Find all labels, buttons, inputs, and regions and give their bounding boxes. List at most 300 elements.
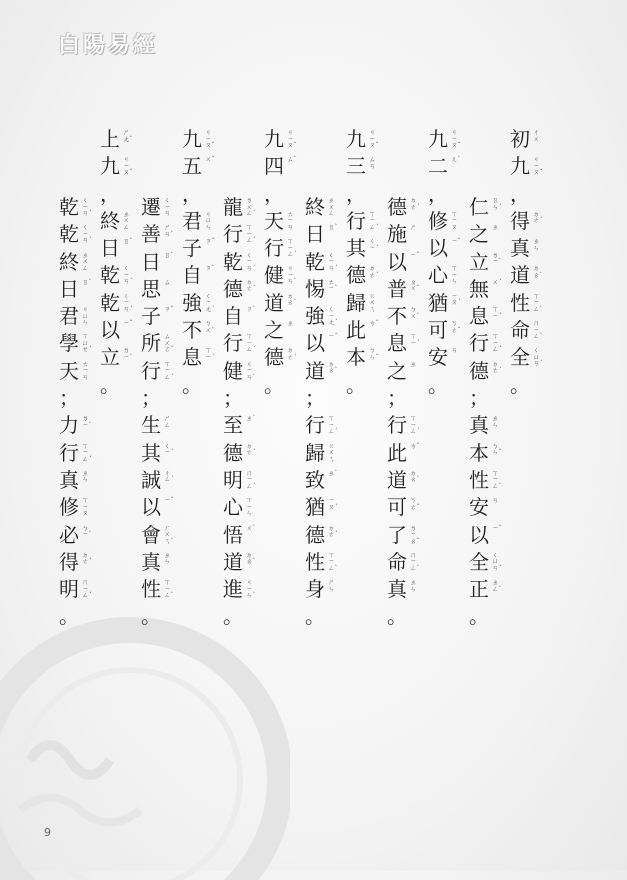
zhuyin-annotation: ㄓㄣ [410, 578, 417, 593]
zhuyin-annotation: ㄉㄜˊ [328, 523, 338, 539]
hanzi-character: 必 [59, 522, 79, 547]
zhuyin-annotation: ㄇㄧㄥˊ [246, 468, 256, 490]
character-cell [467, 522, 508, 549]
zhuyin-annotation: ㄉㄜˊ [410, 196, 420, 211]
hanzi-character: 九 [182, 127, 202, 151]
hanzi-character: 安 [469, 495, 489, 520]
character-cell [221, 249, 262, 276]
hanzi-character: ； [141, 386, 161, 411]
zhuyin-annotation: ㄑㄧㄢˊ [328, 250, 338, 272]
character-cell [344, 262, 385, 289]
zhuyin-annotation: ㄙ [164, 277, 171, 286]
character-cell [467, 603, 508, 630]
character-cell [344, 208, 385, 235]
hanzi-character: 猶 [305, 495, 325, 520]
character-cell [221, 358, 262, 385]
hanzi-character: 致 [305, 467, 325, 492]
character-cell [426, 126, 467, 153]
zhuyin-annotation: ㄧˇ [410, 250, 420, 259]
character-cell [139, 467, 180, 494]
zhuyin-annotation: ㄑㄧˊ [164, 441, 174, 457]
character-cell [221, 412, 262, 439]
hanzi-character: 德 [305, 522, 325, 547]
hanzi-character: 命 [510, 318, 530, 343]
hanzi-character: 行 [264, 236, 284, 261]
hanzi-character: 善 [141, 222, 161, 247]
zhuyin-annotation: ㄖˋ [164, 250, 174, 259]
character-cell [139, 194, 180, 221]
character-cell [467, 467, 508, 494]
character-cell [98, 317, 139, 344]
hanzi-character: 性 [141, 577, 161, 602]
hanzi-character: 子 [182, 236, 202, 261]
character-cell [57, 330, 98, 357]
hanzi-character: 道 [223, 549, 243, 574]
character-cell [98, 262, 139, 289]
zhuyin-annotation: ㄉㄜˊ [369, 264, 379, 279]
hanzi-character: 至 [223, 413, 243, 438]
hanzi-character: 本 [346, 345, 366, 370]
zhuyin-annotation: ㄧˇ [492, 523, 502, 532]
zhuyin-annotation: ㄨˋ [246, 523, 256, 532]
zhuyin-annotation: ㄌㄧˋ [82, 414, 92, 429]
hanzi-character: 乾 [223, 249, 243, 274]
hanzi-character: 全 [510, 345, 530, 370]
zhuyin-annotation: ㄕㄤˋ [123, 128, 133, 143]
hanzi-character: 可 [428, 318, 448, 343]
hanzi-character: 。 [223, 604, 243, 629]
character-cell [426, 344, 467, 371]
zhuyin-annotation: ㄗˇ [164, 305, 174, 314]
zhuyin-annotation: ㄒㄧㄥˊ [410, 414, 420, 436]
hanzi-character: 性 [305, 549, 325, 574]
zhuyin-annotation: ㄅㄣˇ [369, 346, 379, 361]
zhuyin-annotation: ㄑㄧㄢˊ [82, 223, 92, 245]
hanzi-character: 二 [428, 154, 448, 179]
zhuyin-annotation: ㄇㄧㄥˋ [410, 550, 420, 572]
zhuyin-annotation: ㄙㄢ [369, 155, 376, 170]
zhuyin-annotation: ㄅㄧˋ [82, 523, 92, 539]
character-cell [180, 235, 221, 262]
zhuyin-annotation: ㄎㄜˇ [451, 319, 461, 334]
character-cell [467, 221, 508, 248]
hanzi-character: 道 [510, 263, 530, 288]
character-cell [467, 549, 508, 576]
hanzi-character: 行 [387, 413, 407, 438]
hanzi-character: 歸 [305, 440, 325, 465]
character-cell [221, 194, 262, 221]
hanzi-character: 誠 [141, 467, 161, 492]
character-cell [262, 235, 303, 262]
character-cell [221, 522, 262, 549]
character-cell [221, 385, 262, 412]
zhuyin-annotation: ㄧㄡˊ [328, 496, 338, 511]
character-cell [57, 494, 98, 521]
zhuyin-annotation: ㄐㄧㄡˇ [533, 155, 543, 177]
hanzi-character: 道 [305, 358, 325, 383]
hanzi-character: 乾 [59, 222, 79, 247]
character-cell [262, 372, 303, 399]
hanzi-character: 之 [387, 358, 407, 383]
hanzi-character: 其 [141, 440, 161, 465]
character-cell [139, 494, 180, 521]
zhuyin-annotation: ㄓㄨㄥ [123, 209, 130, 231]
hanzi-character: ， [264, 181, 284, 206]
hanzi-character: 此 [387, 440, 407, 465]
hanzi-character: 健 [264, 263, 284, 288]
character-cell [57, 221, 98, 248]
hanzi-character: 惕 [305, 276, 325, 301]
character-cell [57, 522, 98, 549]
zhuyin-annotation: ㄒㄧㄥˊ [287, 237, 297, 259]
text-column [98, 126, 139, 631]
text-column [139, 126, 180, 631]
hanzi-character: 歸 [346, 290, 366, 315]
zhuyin-annotation: ㄓㄣ [164, 550, 171, 566]
character-cell [303, 494, 344, 521]
hanzi-character: 九 [510, 154, 530, 179]
character-cell [139, 303, 180, 330]
hanzi-character: 終 [305, 195, 325, 219]
character-cell [139, 412, 180, 439]
zhuyin-annotation: ㄅㄣˇ [492, 441, 502, 457]
character-cell [303, 603, 344, 630]
hanzi-character: 。 [182, 372, 202, 397]
hanzi-character: 可 [387, 495, 407, 520]
character-cell [221, 330, 262, 357]
hanzi-character: 立 [469, 249, 489, 274]
hanzi-character: 無 [469, 276, 489, 301]
zhuyin-annotation: ㄕㄥ [164, 414, 171, 429]
hanzi-character: 。 [428, 372, 448, 397]
character-cell [385, 522, 426, 549]
hanzi-character: 終 [100, 208, 120, 233]
character-cell [303, 221, 344, 248]
character-cell [139, 249, 180, 276]
character-cell [57, 276, 98, 303]
character-cell [303, 276, 344, 303]
hanzi-character: 明 [59, 577, 79, 602]
hanzi-character: 心 [428, 263, 448, 288]
hanzi-character: 不 [182, 318, 202, 343]
zhuyin-annotation: ㄑㄧˊ [369, 237, 379, 252]
zhuyin-annotation: ㄒㄧㄥˋ [492, 468, 502, 490]
character-cell [467, 358, 508, 385]
hanzi-character: 進 [223, 577, 243, 602]
character-cell [180, 181, 221, 208]
hanzi-character: ； [387, 386, 407, 411]
character-cell [98, 153, 139, 180]
hanzi-character: ， [182, 181, 202, 206]
hanzi-character: 道 [264, 290, 284, 315]
zhuyin-annotation: ㄓㄨㄥ [328, 196, 335, 217]
hanzi-character: 以 [100, 318, 120, 343]
hanzi-character: 全 [469, 549, 489, 574]
zhuyin-annotation: ㄉㄜˊ [492, 359, 502, 375]
hanzi-character: 修 [428, 208, 448, 233]
zhuyin-annotation: ㄕㄢˋ [164, 223, 174, 238]
hanzi-character: 五 [182, 154, 202, 179]
character-cell [426, 262, 467, 289]
character-cell [508, 208, 549, 235]
hanzi-character: 息 [387, 331, 407, 356]
character-cell [262, 344, 303, 371]
character-cell [180, 208, 221, 235]
zhuyin-annotation: ㄖㄣˊ [492, 196, 502, 211]
character-cell [426, 290, 467, 317]
character-cell [57, 303, 98, 330]
character-cell [139, 276, 180, 303]
character-cell [508, 153, 549, 180]
character-cell [98, 290, 139, 317]
character-cell [508, 262, 549, 289]
character-cell [262, 317, 303, 344]
page-number: 9 [44, 826, 51, 839]
character-cell [467, 576, 508, 603]
character-cell [180, 262, 221, 289]
hanzi-character: 乾 [59, 195, 79, 219]
character-cell [139, 221, 180, 248]
hanzi-character: 息 [469, 304, 489, 329]
character-cell [303, 385, 344, 412]
hanzi-character: 猶 [428, 290, 448, 315]
zhuyin-annotation: ㄦˋ [451, 155, 461, 164]
character-cell [385, 385, 426, 412]
character-cell [262, 126, 303, 153]
hanzi-character: 健 [223, 358, 243, 383]
character-cell [57, 576, 98, 603]
hanzi-character: 行 [223, 331, 243, 356]
character-cell [139, 385, 180, 412]
zhuyin-annotation: ㄒㄧˊ [492, 305, 502, 320]
hanzi-character: 日 [305, 222, 325, 247]
character-cell [385, 221, 426, 248]
hanzi-character: ； [59, 386, 79, 411]
character-cell [426, 317, 467, 344]
text-column [385, 126, 426, 631]
hanzi-character: 明 [223, 467, 243, 492]
character-cell [180, 372, 221, 399]
zhuyin-annotation: ㄖˋ [82, 277, 92, 286]
character-cell [262, 262, 303, 289]
hanzi-character: 以 [305, 331, 325, 356]
hanzi-character: 德 [469, 358, 489, 383]
hanzi-character: 了 [387, 522, 407, 547]
zhuyin-annotation: ㄒㄧㄣ [246, 496, 253, 518]
zhuyin-annotation: ㄢ [492, 496, 499, 505]
character-cell [508, 344, 549, 371]
zhuyin-annotation: ㄨˊ [492, 277, 502, 286]
character-cell [262, 153, 303, 180]
character-cell [344, 153, 385, 180]
zhuyin-annotation: ㄌㄨㄥˊ [246, 196, 256, 217]
character-cell [180, 126, 221, 153]
hanzi-character: 此 [346, 318, 366, 343]
zhuyin-annotation: ㄉㄠˋ [287, 291, 297, 307]
hanzi-character: 日 [141, 249, 161, 274]
hanzi-character: 上 [100, 127, 120, 151]
zhuyin-annotation: ㄓˋ [328, 468, 338, 477]
character-cell [344, 235, 385, 262]
hanzi-character: 乾 [100, 290, 120, 315]
character-cell [221, 221, 262, 248]
hanzi-character: ； [305, 386, 325, 411]
text-column [57, 126, 98, 631]
character-cell [426, 153, 467, 180]
zhuyin-annotation: ㄒㄧˊ [410, 332, 420, 347]
character-cell [303, 467, 344, 494]
character-cell [180, 290, 221, 317]
hanzi-character: 德 [346, 263, 366, 288]
zhuyin-annotation: ㄑㄧㄢ [164, 196, 171, 217]
character-cell [385, 194, 426, 221]
zhuyin-annotation: ㄑㄩㄢˊ [533, 346, 543, 368]
hanzi-character: 九 [100, 154, 120, 179]
zhuyin-annotation: ㄗˋ [205, 264, 215, 273]
hanzi-character: 日 [59, 276, 79, 301]
hanzi-character: 道 [387, 467, 407, 492]
character-cell [98, 208, 139, 235]
character-cell [508, 290, 549, 317]
character-cell [385, 603, 426, 630]
character-cell [426, 372, 467, 399]
character-cell [303, 358, 344, 385]
zhuyin-annotation: ㄐㄧㄡˇ [287, 128, 297, 149]
hanzi-character: 思 [141, 276, 161, 301]
hanzi-character: 會 [141, 522, 161, 547]
hanzi-character: 真 [510, 236, 530, 261]
hanzi-character: 行 [59, 440, 79, 465]
zhuyin-annotation: ㄍㄨㄟ [328, 441, 335, 463]
character-cell [467, 330, 508, 357]
character-cell [303, 303, 344, 330]
hanzi-character: 乾 [100, 263, 120, 288]
zhuyin-annotation: ㄒㄧㄥˊ [246, 332, 256, 354]
hanzi-character: 行 [346, 208, 366, 233]
character-cell [139, 603, 180, 630]
hanzi-character: 真 [387, 577, 407, 602]
character-cell [221, 549, 262, 576]
character-cell [344, 372, 385, 399]
zhuyin-annotation: ㄕㄣ [328, 578, 335, 593]
hanzi-character: 得 [59, 549, 79, 574]
hanzi-character: 得 [510, 208, 530, 233]
character-cell [221, 576, 262, 603]
zhuyin-annotation: ㄐㄧㄡˇ [205, 128, 215, 149]
zhuyin-annotation: ㄓ [410, 359, 417, 368]
character-cell [57, 412, 98, 439]
zhuyin-annotation: ㄎㄜˇ [410, 496, 420, 511]
text-column [344, 126, 385, 631]
zhuyin-annotation: ㄐㄧㄡˇ [123, 155, 133, 177]
zhuyin-annotation: ㄌㄧˋ [123, 346, 133, 361]
zhuyin-annotation: ㄆㄨˇ [410, 277, 420, 293]
zhuyin-annotation: ㄐㄩㄣ [82, 305, 89, 327]
zhuyin-annotation: ㄑㄩㄢˊ [492, 550, 502, 572]
zhuyin-annotation: ㄑㄧㄢˊ [246, 250, 256, 272]
character-cell [344, 126, 385, 153]
character-cell [303, 330, 344, 357]
character-cell [467, 494, 508, 521]
hanzi-character: 身 [305, 577, 325, 602]
zhuyin-annotation: ㄓㄣ [533, 237, 540, 252]
character-cell [426, 181, 467, 208]
zhuyin-annotation: ㄗˋ [246, 305, 256, 314]
zhuyin-annotation: ㄌㄧㄠˇ [410, 523, 420, 545]
zhuyin-annotation: ㄓ [287, 319, 294, 328]
character-cell [57, 440, 98, 467]
hanzi-character: ； [223, 386, 243, 411]
hanzi-character: 九 [346, 127, 366, 151]
hanzi-character: 生 [141, 413, 161, 438]
character-cell [426, 235, 467, 262]
zhuyin-annotation: ㄉㄠˋ [328, 359, 338, 375]
character-cell [385, 576, 426, 603]
hanzi-character: 四 [264, 154, 284, 179]
zhuyin-annotation: ㄔㄥˊ [164, 468, 174, 484]
zhuyin-annotation: ㄏㄨㄟˋ [164, 523, 174, 545]
zhuyin-annotation: ㄒㄧㄥˋ [164, 578, 174, 600]
hanzi-character: 九 [428, 127, 448, 151]
zhuyin-annotation: ㄉㄜˊ [82, 550, 92, 566]
hanzi-character: 性 [510, 290, 530, 315]
hanzi-character: 天 [59, 358, 79, 383]
character-cell [344, 181, 385, 208]
zhuyin-annotation: ㄇㄧㄥˋ [533, 319, 543, 341]
hanzi-character: 其 [346, 236, 366, 261]
character-cell [385, 412, 426, 439]
hanzi-character: 終 [59, 249, 79, 274]
zhuyin-annotation: ㄉㄠˋ [246, 550, 256, 566]
hanzi-character: 息 [182, 345, 202, 370]
hanzi-character: 德 [387, 195, 407, 219]
hanzi-character: 施 [387, 222, 407, 247]
hanzi-character: 所 [141, 331, 161, 356]
hanzi-character: 性 [469, 467, 489, 492]
character-cell [180, 317, 221, 344]
hanzi-character: ， [510, 181, 530, 206]
zhuyin-annotation: ㄉㄜˊ [246, 277, 256, 293]
character-cell [221, 276, 262, 303]
character-cell [303, 440, 344, 467]
hanzi-character: 力 [59, 413, 79, 438]
character-cell [303, 194, 344, 221]
hanzi-character: 真 [469, 413, 489, 438]
character-cell [467, 303, 508, 330]
character-cell [385, 276, 426, 303]
zhuyin-annotation: ㄒㄧㄥˊ [492, 332, 502, 354]
zhuyin-annotation: ㄐㄧㄢˋ [287, 264, 297, 286]
character-cell [57, 385, 98, 412]
zhuyin-annotation: ㄐㄧㄣˋ [246, 578, 256, 600]
zhuyin-annotation: ㄉㄜˊ [246, 441, 256, 457]
zhuyin-annotation: ㄑㄧㄢˊ [123, 291, 133, 313]
character-cell [57, 358, 98, 385]
character-cell [262, 208, 303, 235]
character-cell [139, 358, 180, 385]
character-cell [385, 440, 426, 467]
character-cell [385, 494, 426, 521]
zhuyin-annotation: ㄒㄧㄥˊ [369, 209, 379, 231]
character-cell [467, 385, 508, 412]
zhuyin-annotation: ㄒㄧㄣ [451, 264, 458, 286]
hanzi-character: ， [428, 181, 448, 206]
hanzi-character: 。 [100, 372, 120, 397]
hanzi-character: 行 [223, 222, 243, 247]
character-cell [180, 153, 221, 180]
zhuyin-annotation: ㄓㄥˋ [492, 578, 502, 593]
hanzi-character: 遷 [141, 195, 161, 219]
